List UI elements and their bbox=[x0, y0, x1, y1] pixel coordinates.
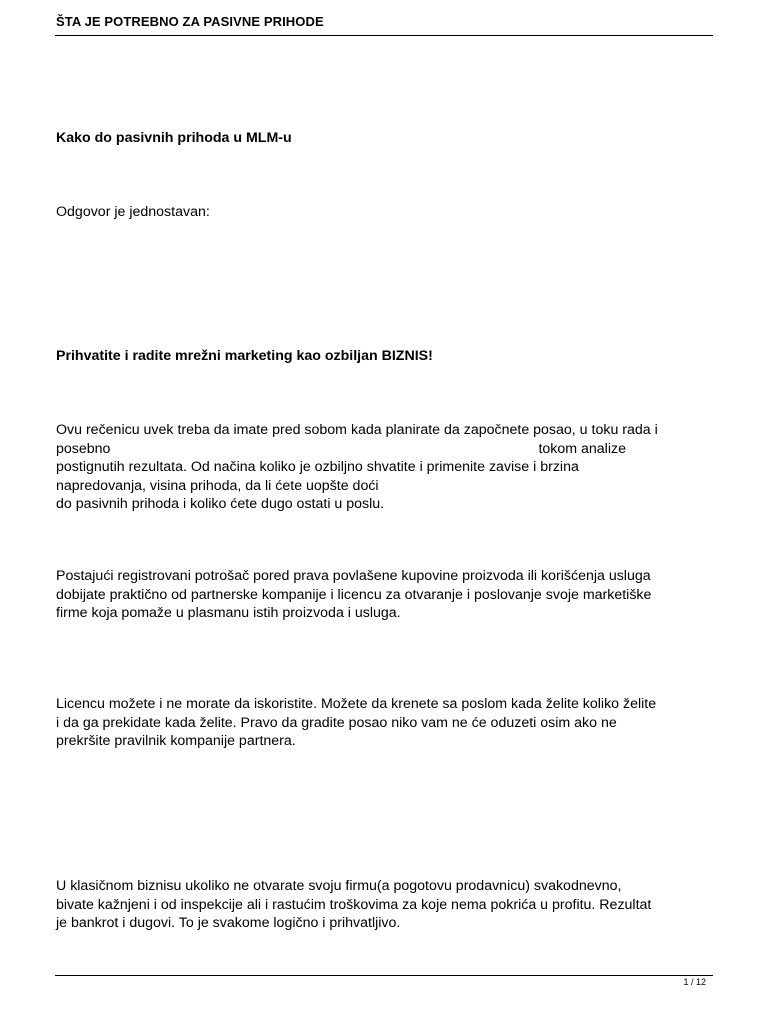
intro-text: Odgovor je jednostavan: bbox=[56, 204, 210, 220]
footer-divider bbox=[55, 975, 713, 976]
paragraph-1-line: do pasivnih prihoda i koliko ćete dugo ostati u poslu. bbox=[56, 496, 385, 512]
paragraph-4-line: U klasičnom biznisu ukoliko ne otvarate svoju firmu(a pogotovu prodavnicu) svakodnevno, bbox=[56, 878, 622, 894]
paragraph-3-line: i da ga prekidate kada želite. Pravo da gradite posao niko vam ne će oduzeti osim ako ne bbox=[56, 714, 617, 731]
paragraph-4 bbox=[56, 877, 716, 933]
paragraph-1-line: napredovanja, visina prihoda, da li ćete uopšte doći bbox=[56, 477, 379, 494]
paragraph-1-line-right: tokom analize bbox=[538, 440, 626, 457]
paragraph-2-line: dobijate praktično od partnerske kompanije i licencu za otvaranje i poslovanje svoje marketiške bbox=[56, 586, 652, 603]
paragraph-1 bbox=[56, 421, 716, 514]
header-divider bbox=[55, 35, 713, 36]
paragraph-1-line-left: posebno bbox=[56, 440, 111, 457]
section-heading: Kako do pasivnih prihoda u MLM-u bbox=[56, 130, 292, 146]
page-header-title: ŠTA JE POTREBNO ZA PASIVNE PRIHODE bbox=[56, 14, 324, 29]
paragraph-1-line bbox=[56, 440, 716, 459]
paragraph-4-line: je bankrot i dugovi. To je svakome logično i prihvatljivo. bbox=[56, 915, 401, 931]
paragraph-3-line: prekršite pravilnik kompanije partnera. bbox=[56, 733, 296, 749]
paragraph-3-line: Licencu možete i ne morate da iskoristite. Možete da krenete sa poslom kada želite koliko želite bbox=[56, 696, 657, 712]
paragraph-3 bbox=[56, 695, 716, 751]
paragraph-2 bbox=[56, 567, 716, 623]
paragraph-2-line: firme koja pomaže u plasmanu istih proizvoda i usluga. bbox=[56, 605, 401, 621]
paragraph-2-line: Postajući registrovani potrošač pored prava povlašene kupovine proizvoda ili korišćenja usluga bbox=[56, 568, 651, 584]
paragraph-4-line: bivate kažnjeni i od inspekcije ali i rastućim troškovima za koje nema pokrića u profitu. Rezultat bbox=[56, 896, 652, 913]
page-number: 1 / 12 bbox=[683, 977, 706, 987]
section-subheading: Prihvatite i radite mrežni marketing kao ozbiljan BIZNIS! bbox=[56, 348, 433, 364]
paragraph-1-line: Ovu rečenicu uvek treba da imate pred sobom kada planirate da započnete posao, u toku rada i bbox=[56, 422, 658, 438]
paragraph-1-line: postignutih rezultata. Od načina koliko je ozbiljno shvatite i primenite zavise i brzina bbox=[56, 459, 579, 475]
